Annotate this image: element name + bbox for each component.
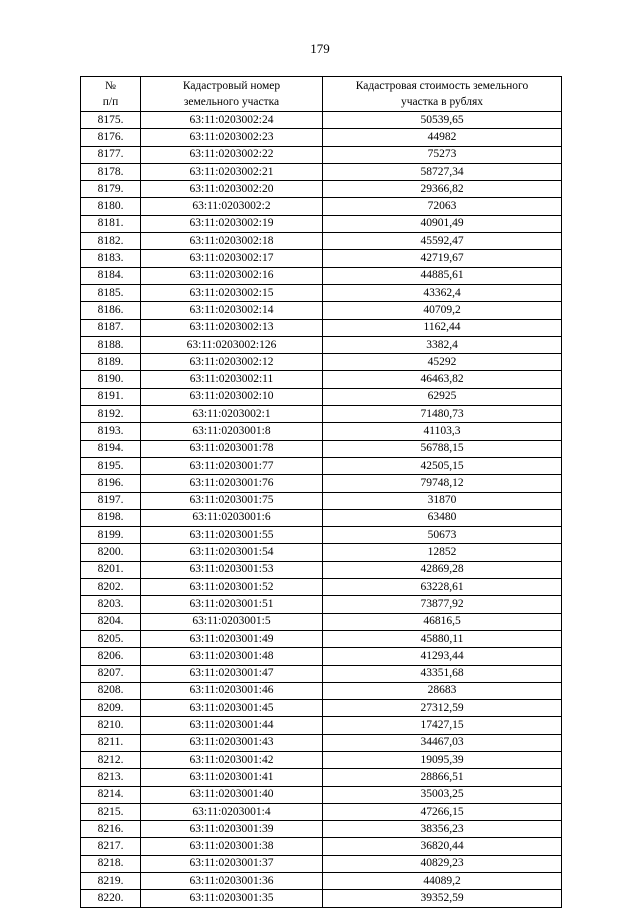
row-number-cell: 8197. — [81, 492, 141, 509]
table-row — [81, 284, 562, 301]
row-number-cell: 8186. — [81, 302, 141, 319]
cadastral-number-cell: 63:11:0203001:5 — [141, 613, 323, 630]
table-row — [81, 146, 562, 163]
table-row — [81, 406, 562, 423]
cadastral-number-cell: 63:11:0203002:13 — [141, 319, 323, 336]
cadastral-value-cell: 42869,28 — [323, 561, 562, 578]
cadastral-value-cell: 40901,49 — [323, 215, 562, 232]
cadastral-number-cell: 63:11:0203002:22 — [141, 146, 323, 163]
cadastral-value-cell: 42505,15 — [323, 457, 562, 474]
table-row — [81, 700, 562, 717]
row-number-cell: 8185. — [81, 284, 141, 301]
cadastral-number-cell: 63:11:0203001:78 — [141, 440, 323, 457]
table-row — [81, 803, 562, 820]
cadastral-number-cell: 63:11:0203001:39 — [141, 821, 323, 838]
header-cadastral-value — [323, 77, 562, 112]
cadastral-number-cell: 63:11:0203001:4 — [141, 803, 323, 820]
row-number-cell: 8193. — [81, 423, 141, 440]
row-number-cell: 8198. — [81, 509, 141, 526]
row-number-cell: 8215. — [81, 803, 141, 820]
row-number-cell: 8217. — [81, 838, 141, 855]
table-row — [81, 112, 562, 129]
cadastral-value-cell: 29366,82 — [323, 181, 562, 198]
cadastral-number-cell: 63:11:0203001:75 — [141, 492, 323, 509]
cadastral-number-cell: 63:11:0203002:11 — [141, 371, 323, 388]
row-number-cell: 8177. — [81, 146, 141, 163]
cadastral-number-cell: 63:11:0203001:55 — [141, 527, 323, 544]
row-number-cell: 8192. — [81, 406, 141, 423]
row-number-cell: 8176. — [81, 129, 141, 146]
cadastral-number-cell: 63:11:0203002:19 — [141, 215, 323, 232]
table-row — [81, 613, 562, 630]
cadastral-value-cell: 45292 — [323, 354, 562, 371]
cadastral-number-cell: 63:11:0203001:8 — [141, 423, 323, 440]
cadastral-value-cell: 46463,82 — [323, 371, 562, 388]
cadastral-value-cell: 43351,68 — [323, 665, 562, 682]
table-row — [81, 682, 562, 699]
table-row — [81, 423, 562, 440]
row-number-cell: 8180. — [81, 198, 141, 215]
table-row — [81, 388, 562, 405]
cadastral-value-cell: 35003,25 — [323, 786, 562, 803]
table-row — [81, 579, 562, 596]
cadastral-value-cell: 40829,23 — [323, 855, 562, 872]
table-row — [81, 181, 562, 198]
row-number-cell: 8178. — [81, 163, 141, 180]
table-row — [81, 319, 562, 336]
table-row — [81, 665, 562, 682]
table-row — [81, 336, 562, 353]
table-row — [81, 527, 562, 544]
cadastral-value-cell: 44982 — [323, 129, 562, 146]
row-number-cell: 8183. — [81, 250, 141, 267]
table-row — [81, 354, 562, 371]
row-number-cell: 8210. — [81, 717, 141, 734]
row-number-cell: 8203. — [81, 596, 141, 613]
table-row — [81, 233, 562, 250]
cadastral-value-cell: 45880,11 — [323, 630, 562, 647]
table-row — [81, 648, 562, 665]
cadastral-value-cell: 79748,12 — [323, 475, 562, 492]
cadastral-value-cell: 41103,3 — [323, 423, 562, 440]
header-cadastral-value-line1: Кадастровая стоимость земельного — [355, 80, 529, 92]
cadastral-value-cell: 34467,03 — [323, 734, 562, 751]
cadastral-number-cell: 63:11:0203001:37 — [141, 855, 323, 872]
table-row — [81, 509, 562, 526]
header-number-line2: п/п — [102, 96, 119, 108]
header-number — [81, 77, 141, 112]
row-number-cell: 8205. — [81, 630, 141, 647]
row-number-cell: 8187. — [81, 319, 141, 336]
cadastral-value-cell: 43362,4 — [323, 284, 562, 301]
cadastral-value-cell: 39352,59 — [323, 890, 562, 907]
table-row — [81, 786, 562, 803]
cadastral-number-cell: 63:11:0203002:2 — [141, 198, 323, 215]
cadastral-value-cell: 46816,5 — [323, 613, 562, 630]
table-row — [81, 751, 562, 768]
cadastral-value-cell: 50539,65 — [323, 112, 562, 129]
row-number-cell: 8175. — [81, 112, 141, 129]
cadastral-number-cell: 63:11:0203001:49 — [141, 630, 323, 647]
cadastral-number-cell: 63:11:0203002:14 — [141, 302, 323, 319]
cadastral-value-cell: 71480,73 — [323, 406, 562, 423]
page-number: 179 — [310, 41, 330, 56]
cadastral-value-cell: 28866,51 — [323, 769, 562, 786]
cadastral-number-cell: 63:11:0203001:42 — [141, 751, 323, 768]
cadastral-value-cell: 75273 — [323, 146, 562, 163]
header-number-line1: № — [105, 80, 116, 92]
table-row — [81, 769, 562, 786]
row-number-cell: 8211. — [81, 734, 141, 751]
table-row — [81, 457, 562, 474]
cadastral-number-cell: 63:11:0203002:24 — [141, 112, 323, 129]
cadastral-value-cell: 42719,67 — [323, 250, 562, 267]
table-row — [81, 267, 562, 284]
row-number-cell: 8213. — [81, 769, 141, 786]
cadastral-value-cell: 27312,59 — [323, 700, 562, 717]
cadastral-value-cell: 47266,15 — [323, 803, 562, 820]
cadastral-value-cell: 12852 — [323, 544, 562, 561]
header-cadastral-value-line2: участка в рублях — [400, 96, 483, 108]
cadastral-number-cell: 63:11:0203001:46 — [141, 682, 323, 699]
row-number-cell: 8179. — [81, 181, 141, 198]
row-number-cell: 8196. — [81, 475, 141, 492]
cadastral-number-cell: 63:11:0203002:20 — [141, 181, 323, 198]
row-number-cell: 8202. — [81, 579, 141, 596]
cadastral-value-cell: 58727,34 — [323, 163, 562, 180]
header-row — [81, 77, 562, 112]
table-row — [81, 371, 562, 388]
cadastral-number-cell: 63:11:0203001:6 — [141, 509, 323, 526]
cadastral-number-cell: 63:11:0203001:43 — [141, 734, 323, 751]
table-row — [81, 475, 562, 492]
cadastral-value-cell: 63480 — [323, 509, 562, 526]
cadastral-number-cell: 63:11:0203001:54 — [141, 544, 323, 561]
cadastral-value-cell: 3382,4 — [323, 336, 562, 353]
row-number-cell: 8220. — [81, 890, 141, 907]
cadastral-number-cell: 63:11:0203002:17 — [141, 250, 323, 267]
table-row — [81, 544, 562, 561]
cadastral-value-cell: 63228,61 — [323, 579, 562, 596]
cadastral-number-cell: 63:11:0203001:44 — [141, 717, 323, 734]
cadastral-value-cell: 45592,47 — [323, 233, 562, 250]
cadastral-number-cell: 63:11:0203002:15 — [141, 284, 323, 301]
cadastral-value-cell: 17427,15 — [323, 717, 562, 734]
row-number-cell: 8214. — [81, 786, 141, 803]
cadastral-value-cell: 28683 — [323, 682, 562, 699]
cadastral-value-cell: 50673 — [323, 527, 562, 544]
cadastral-value-cell: 72063 — [323, 198, 562, 215]
row-number-cell: 8194. — [81, 440, 141, 457]
table-row — [81, 734, 562, 751]
cadastral-number-cell: 63:11:0203002:16 — [141, 267, 323, 284]
cadastral-number-cell: 63:11:0203001:41 — [141, 769, 323, 786]
row-number-cell: 8216. — [81, 821, 141, 838]
cadastral-number-cell: 63:11:0203002:12 — [141, 354, 323, 371]
row-number-cell: 8204. — [81, 613, 141, 630]
row-number-cell: 8190. — [81, 371, 141, 388]
cadastral-number-cell: 63:11:0203001:45 — [141, 700, 323, 717]
cadastral-number-cell: 63:11:0203001:76 — [141, 475, 323, 492]
row-number-cell: 8212. — [81, 751, 141, 768]
row-number-cell: 8182. — [81, 233, 141, 250]
table-row — [81, 302, 562, 319]
table-row — [81, 630, 562, 647]
table-row — [81, 873, 562, 890]
cadastral-number-cell: 63:11:0203001:53 — [141, 561, 323, 578]
cadastral-value-cell: 40709,2 — [323, 302, 562, 319]
table-row — [81, 215, 562, 232]
cadastral-number-cell: 63:11:0203002:126 — [141, 336, 323, 353]
cadastral-value-cell: 31870 — [323, 492, 562, 509]
row-number-cell: 8195. — [81, 457, 141, 474]
cadastral-value-cell: 41293,44 — [323, 648, 562, 665]
cadastral-number-cell: 63:11:0203001:36 — [141, 873, 323, 890]
cadastral-number-cell: 63:11:0203001:40 — [141, 786, 323, 803]
row-number-cell: 8208. — [81, 682, 141, 699]
cadastral-number-cell: 63:11:0203002:18 — [141, 233, 323, 250]
table-row — [81, 163, 562, 180]
table-row — [81, 440, 562, 457]
table-row — [81, 250, 562, 267]
header-cadastral-number-line2: земельного участка — [183, 96, 280, 108]
cadastral-number-cell: 63:11:0203001:77 — [141, 457, 323, 474]
row-number-cell: 8207. — [81, 665, 141, 682]
cadastral-number-cell: 63:11:0203001:52 — [141, 579, 323, 596]
cadastral-number-cell: 63:11:0203002:1 — [141, 406, 323, 423]
row-number-cell: 8201. — [81, 561, 141, 578]
cadastral-number-cell: 63:11:0203002:10 — [141, 388, 323, 405]
cadastral-value-cell: 1162,44 — [323, 319, 562, 336]
cadastral-number-cell: 63:11:0203001:38 — [141, 838, 323, 855]
cadastral-value-cell: 36820,44 — [323, 838, 562, 855]
row-number-cell: 8191. — [81, 388, 141, 405]
table-row — [81, 855, 562, 872]
table-row — [81, 129, 562, 146]
table-header — [81, 77, 562, 112]
row-number-cell: 8206. — [81, 648, 141, 665]
row-number-cell: 8209. — [81, 700, 141, 717]
row-number-cell: 8188. — [81, 336, 141, 353]
row-number-cell: 8184. — [81, 267, 141, 284]
table-row — [81, 561, 562, 578]
cadastral-table — [80, 76, 562, 908]
cadastral-value-cell: 73877,92 — [323, 596, 562, 613]
cadastral-value-cell: 38356,23 — [323, 821, 562, 838]
row-number-cell: 8181. — [81, 215, 141, 232]
cadastral-value-cell: 44089,2 — [323, 873, 562, 890]
row-number-cell: 8218. — [81, 855, 141, 872]
cadastral-number-cell: 63:11:0203002:23 — [141, 129, 323, 146]
row-number-cell: 8200. — [81, 544, 141, 561]
table-row — [81, 596, 562, 613]
cadastral-number-cell: 63:11:0203001:51 — [141, 596, 323, 613]
cadastral-number-cell: 63:11:0203001:47 — [141, 665, 323, 682]
row-number-cell: 8199. — [81, 527, 141, 544]
header-cadastral-number-line1: Кадастровый номер — [182, 80, 281, 92]
cadastral-value-cell: 19095,39 — [323, 751, 562, 768]
table-row — [81, 821, 562, 838]
table-row — [81, 198, 562, 215]
cadastral-value-cell: 56788,15 — [323, 440, 562, 457]
cadastral-number-cell: 63:11:0203002:21 — [141, 163, 323, 180]
table-body — [81, 112, 562, 908]
row-number-cell: 8219. — [81, 873, 141, 890]
cadastral-number-cell: 63:11:0203001:48 — [141, 648, 323, 665]
table-row — [81, 838, 562, 855]
row-number-cell: 8189. — [81, 354, 141, 371]
header-cadastral-number — [141, 77, 323, 112]
table-row — [81, 492, 562, 509]
table-row — [81, 717, 562, 734]
cadastral-value-cell: 62925 — [323, 388, 562, 405]
cadastral-number-cell: 63:11:0203001:35 — [141, 890, 323, 907]
cadastral-value-cell: 44885,61 — [323, 267, 562, 284]
